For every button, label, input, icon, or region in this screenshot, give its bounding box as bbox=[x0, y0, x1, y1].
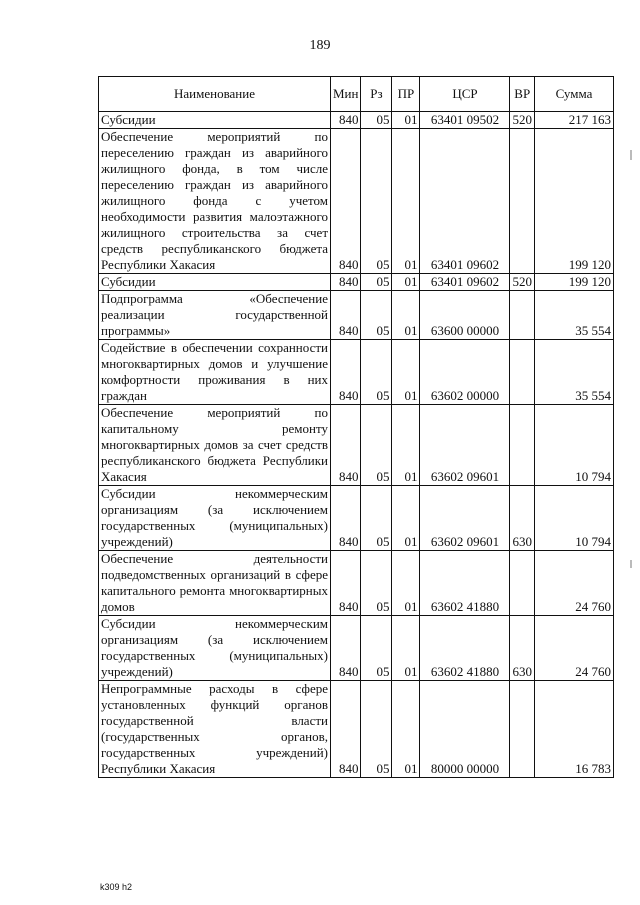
row-sum: 16 783 bbox=[534, 681, 613, 778]
page-number: 189 bbox=[309, 38, 331, 53]
row-sum: 24 760 bbox=[534, 616, 613, 681]
table-row bbox=[99, 340, 614, 405]
row-vr bbox=[510, 291, 535, 340]
footer-code: k309 h2 bbox=[100, 882, 133, 892]
row-csr: 63401 09602 bbox=[420, 274, 510, 291]
row-vr bbox=[510, 340, 535, 405]
table-row bbox=[99, 129, 614, 274]
row-rz: 05 bbox=[361, 551, 392, 616]
row-rz: 05 bbox=[361, 112, 392, 129]
row-rz: 05 bbox=[361, 681, 392, 778]
header-csr: ЦСР bbox=[420, 77, 510, 112]
row-name: Содействие в обеспечении сохранности многоквартирных домов и улучшение комфортности проживания в них граждан bbox=[99, 340, 331, 405]
row-csr: 63602 41880 bbox=[420, 616, 510, 681]
row-min: 840 bbox=[331, 405, 361, 486]
row-min: 840 bbox=[331, 274, 361, 291]
header-vr: ВР bbox=[510, 77, 535, 112]
table-row bbox=[99, 405, 614, 486]
row-name: Субсидии некоммерческим организациям (за исключением государственных (муниципальных) учреждений) bbox=[99, 616, 331, 681]
row-pr: 01 bbox=[392, 291, 420, 340]
row-rz: 05 bbox=[361, 486, 392, 551]
row-min: 840 bbox=[331, 129, 361, 274]
row-csr: 63401 09502 bbox=[420, 112, 510, 129]
row-name: Субсидии некоммерческим организациям (за исключением государственных (муниципальных) учреждений) bbox=[99, 486, 331, 551]
table-row bbox=[99, 486, 614, 551]
scan-margin-mark bbox=[630, 560, 632, 568]
row-name: Обеспечение мероприятий по капитальному ремонту многоквартирных домов за счет средств республиканского бюджета Республики Хакасия bbox=[99, 405, 331, 486]
table-header-row bbox=[99, 77, 614, 112]
table-row bbox=[99, 551, 614, 616]
scan-margin-mark bbox=[630, 150, 632, 160]
table-row bbox=[99, 291, 614, 340]
row-min: 840 bbox=[331, 340, 361, 405]
row-min: 840 bbox=[331, 486, 361, 551]
row-sum: 10 794 bbox=[534, 486, 613, 551]
row-name: Подпрограмма «Обеспечение реализации государственной программы» bbox=[99, 291, 331, 340]
row-vr bbox=[510, 129, 535, 274]
row-rz: 05 bbox=[361, 291, 392, 340]
row-min: 840 bbox=[331, 551, 361, 616]
row-sum: 199 120 bbox=[534, 129, 613, 274]
header-rz: Рз bbox=[361, 77, 392, 112]
table-row bbox=[99, 681, 614, 778]
row-pr: 01 bbox=[392, 405, 420, 486]
row-vr bbox=[510, 551, 535, 616]
budget-table bbox=[98, 76, 614, 778]
table-row bbox=[99, 274, 614, 291]
row-name: Обеспечение деятельности подведомственных организаций в сфере капитального ремонта многоквартирных домов bbox=[99, 551, 331, 616]
header-min: Мин bbox=[331, 77, 361, 112]
table-row bbox=[99, 112, 614, 129]
row-name: Обеспечение мероприятий по переселению граждан из аварийного жилищного фонда, в том числе переселению граждан из аварийного жилищного фонда с учетом необходимости развития малоэтажного жилищного строительства за счет средств республиканского бюджета Республики Хакасия bbox=[99, 129, 331, 274]
row-pr: 01 bbox=[392, 129, 420, 274]
row-sum: 217 163 bbox=[534, 112, 613, 129]
row-csr: 63600 00000 bbox=[420, 291, 510, 340]
row-rz: 05 bbox=[361, 616, 392, 681]
row-pr: 01 bbox=[392, 112, 420, 129]
row-vr: 520 bbox=[510, 112, 535, 129]
header-sum: Сумма bbox=[534, 77, 613, 112]
row-vr bbox=[510, 405, 535, 486]
row-vr: 520 bbox=[510, 274, 535, 291]
row-csr: 63602 09601 bbox=[420, 486, 510, 551]
row-pr: 01 bbox=[392, 274, 420, 291]
row-csr: 63401 09602 bbox=[420, 129, 510, 274]
row-vr bbox=[510, 681, 535, 778]
row-csr: 63602 00000 bbox=[420, 340, 510, 405]
row-rz: 05 bbox=[361, 340, 392, 405]
table-row bbox=[99, 616, 614, 681]
row-pr: 01 bbox=[392, 681, 420, 778]
row-min: 840 bbox=[331, 681, 361, 778]
row-rz: 05 bbox=[361, 274, 392, 291]
row-min: 840 bbox=[331, 291, 361, 340]
header-name: Наименование bbox=[99, 77, 331, 112]
row-rz: 05 bbox=[361, 405, 392, 486]
row-name: Субсидии bbox=[99, 274, 331, 291]
row-sum: 10 794 bbox=[534, 405, 613, 486]
row-vr: 630 bbox=[510, 486, 535, 551]
row-csr: 63602 41880 bbox=[420, 551, 510, 616]
row-sum: 24 760 bbox=[534, 551, 613, 616]
row-sum: 35 554 bbox=[534, 291, 613, 340]
row-pr: 01 bbox=[392, 486, 420, 551]
row-vr: 630 bbox=[510, 616, 535, 681]
row-rz: 05 bbox=[361, 129, 392, 274]
row-csr: 80000 00000 bbox=[420, 681, 510, 778]
row-csr: 63602 09601 bbox=[420, 405, 510, 486]
row-pr: 01 bbox=[392, 551, 420, 616]
row-min: 840 bbox=[331, 616, 361, 681]
row-pr: 01 bbox=[392, 616, 420, 681]
header-pr: ПР bbox=[392, 77, 420, 112]
row-sum: 199 120 bbox=[534, 274, 613, 291]
row-pr: 01 bbox=[392, 340, 420, 405]
row-name: Субсидии bbox=[99, 112, 331, 129]
row-min: 840 bbox=[331, 112, 361, 129]
row-sum: 35 554 bbox=[534, 340, 613, 405]
row-name: Непрограммные расходы в сфере установленных функций органов государственной власти (государственных органов, государственных учреждений) Республики Хакасия bbox=[99, 681, 331, 778]
